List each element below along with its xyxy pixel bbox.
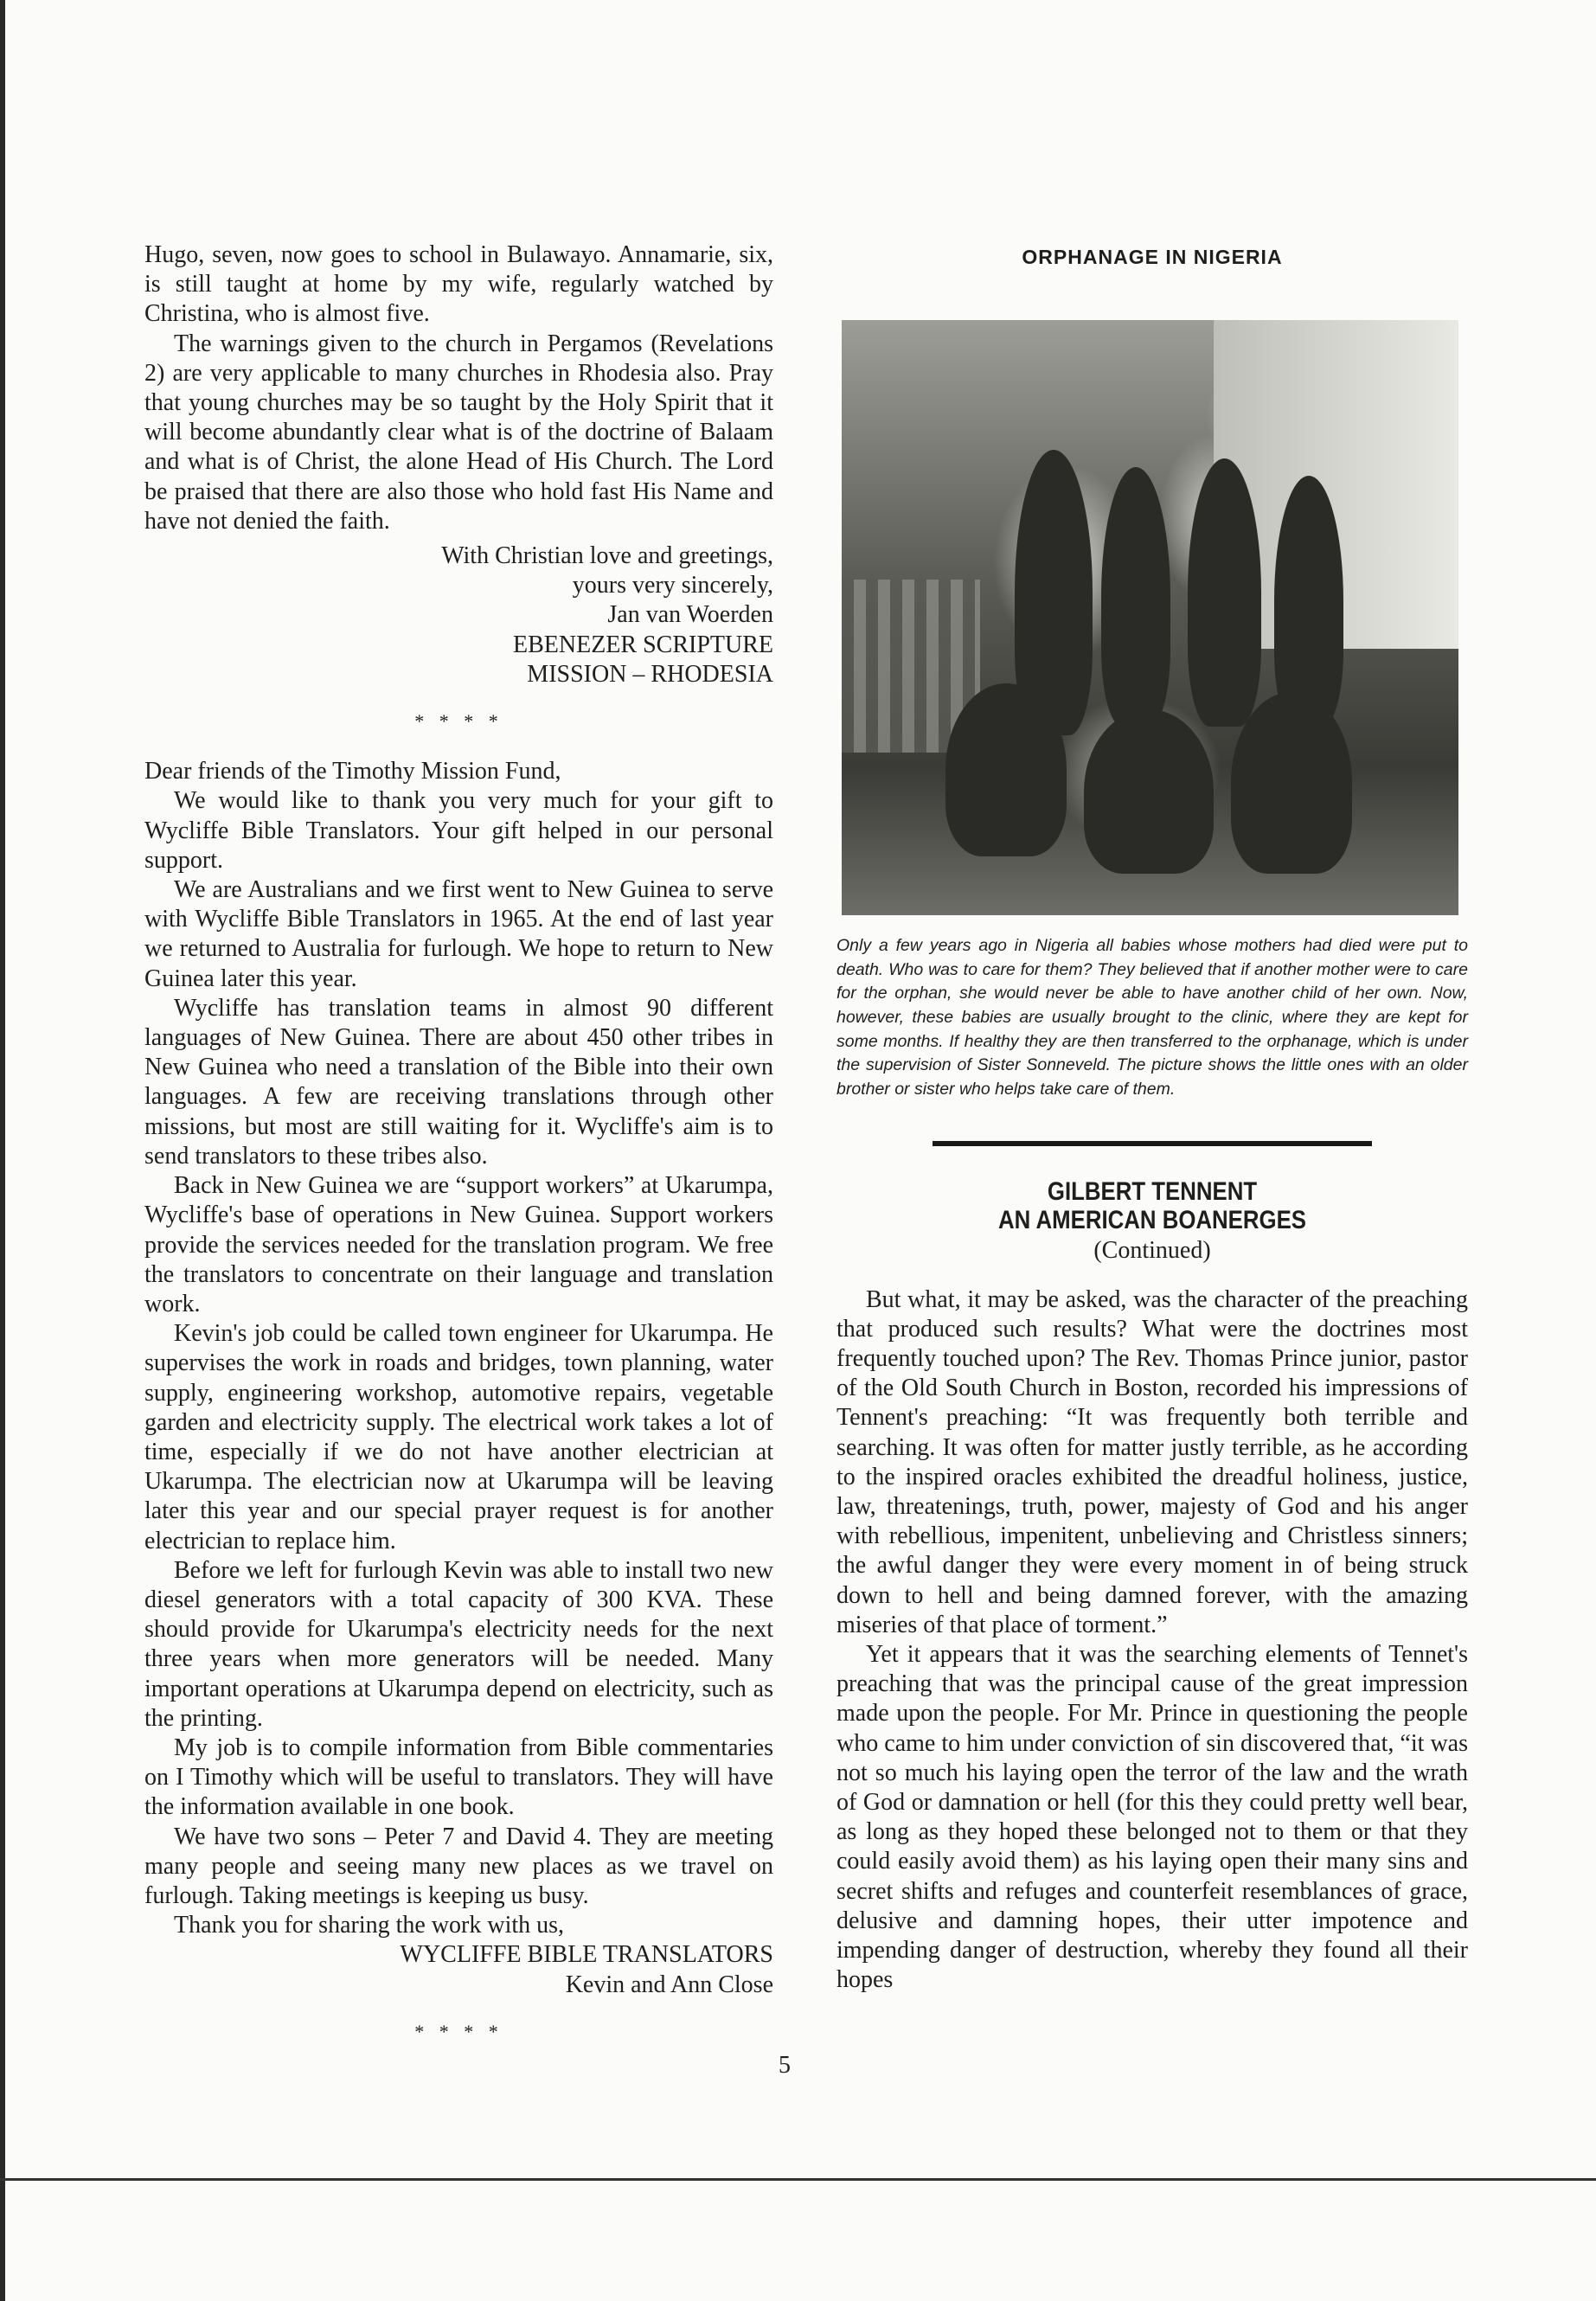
paragraph: Kevin's job could be called town engineer for Ukarumpa. He supervises the work in roads and bridges, town planning, water supply, engineering workshop, automotive repairs, vegetable garden and electricity supply. The electrical work takes a lot of time, especially if we do not have another electrician at Ukarumpa. The electrician now at Ukarumpa will be leaving later this year and our special prayer request is for another electrician to replace him. <box>144 1320 773 1554</box>
page-edge-bottom <box>0 2178 1596 2181</box>
paragraph: Thank you for sharing the work with us, <box>174 1912 565 1939</box>
paragraph: The warnings given to the church in Pergamos (Revelations 2) are very applicable to many churches in Rhodesia also. Pray that young churches may be so taught by the Holy Spirit that it will become abundantly clear what is of the doctrine of Balaam and what is of Christ, the alone Head of His Church. The Lord be praised that there are also those who hold fast His Name and have not denied the faith. <box>144 330 773 535</box>
paragraph: Before we left for furlough Kevin was able to install two new diesel generators with a total capacity of 300 KVA. These should provide for Ukarumpa's electricity needs for the next three years when more generators will be needed. Many important operations at Ukarumpa depend on electricity, such as the printing. <box>144 1556 773 1732</box>
photo-figure <box>1274 476 1343 727</box>
paragraph: We have two sons – Peter 7 and David 4. They are meeting many people and seeing many new places as we travel on furlough. Taking meetings is keeping us busy. <box>144 1823 773 1909</box>
photo-figure <box>1231 692 1352 874</box>
section-separator: * * * * <box>414 2020 503 2042</box>
orphanage-photo <box>842 320 1458 915</box>
section-separator: * * * * <box>414 710 503 733</box>
signature-line: Kevin and Ann Close <box>565 1971 773 1998</box>
photo-figure <box>945 683 1067 856</box>
horizontal-rule <box>933 1141 1372 1146</box>
paragraph: Back in New Guinea we are “support workers” at Ukarumpa, Wycliffe's base of operations in New Guinea. Support workers provide the services needed for the translation program. We free the translators to concentrate on their language and translation work. <box>144 1172 773 1317</box>
left-column <box>144 240 773 2067</box>
photo-figure <box>1188 458 1261 727</box>
orphanage-title: ORPHANAGE IN NIGERIA <box>1022 246 1283 268</box>
article-subtitle: (Continued) <box>1093 1237 1211 1265</box>
paragraph: Wycliffe has translation teams in almost 90 different languages of New Guinea. There are about 450 other tribes in New Guinea who need a translation of the Bible into their own languages. A few are receiving translations through other missions, but most are still waiting for it. Wycliffe's aim is to send translators to these tribes also. <box>144 994 773 1170</box>
salutation: Dear friends of the Timothy Mission Fund, <box>144 758 561 785</box>
signature-line: Jan van Woerden <box>607 601 773 629</box>
photo-caption: Only a few years ago in Nigeria all babies whose mothers had died were put to death. Who was to care for them? They believed that if another mother were to care for the orphan, she would never be able to have another child of her own. Now, however, these babies are usually brought to the clinic, where they are kept for some months. If healthy they are then transferred to the orphanage, which is under the supervision of Sister Sonneveld. The picture shows the little ones with an older brother or sister who helps take care of them. <box>836 936 1468 1099</box>
article-title: AN AMERICAN BOANERGES <box>998 1206 1306 1235</box>
article-title: GILBERT TENNENT <box>1047 1177 1258 1207</box>
right-column <box>836 240 1468 1995</box>
paragraph: My job is to compile information from Bible commentaries on I Timothy which will be useful to translators. They will have the information available in one book. <box>144 1734 773 1821</box>
photo-figure <box>1084 709 1214 874</box>
page-number: 5 <box>779 2052 791 2079</box>
signature-line: yours very sincerely, <box>572 572 773 599</box>
paragraph: We would like to thank you very much for your gift to Wycliffe Bible Translators. Your gift helped in our personal support. <box>144 787 773 874</box>
photo-figure <box>1101 467 1170 727</box>
paragraph: We are Australians and we first went to New Guinea to serve with Wycliffe Bible Translators in 1965. At the end of last year we returned to Australia for furlough. We hope to return to New Guinea later this year. <box>144 876 773 992</box>
paragraph: But what, it may be asked, was the character of the preaching that produced such results? What were the doctrines most frequently touched upon? The Rev. Thomas Prince junior, pastor of the Old South Church in Boston, recorded his impressions of Tennent's preaching: “It was frequently both terrible and searching. It was often for matter justly terrible, as he according to the inspired oracles exhibited the dreadful holiness, justice, law, threatenings, truth, power, majesty of God and his anger with rebellious, impenitent, unbelieving and Christless sinners; the awful danger they were every moment in of being struck down to hell and being damned forever, with the amazing miseries of that place of torment.” <box>836 1285 1468 1638</box>
signature-line: EBENEZER SCRIPTURE <box>512 631 773 658</box>
signature-line: MISSION – RHODESIA <box>527 660 773 688</box>
paragraph: Hugo, seven, now goes to school in Bulawayo. Annamarie, six, is still taught at home by my wife, regularly watched by Christina, who is almost five. <box>144 241 773 328</box>
signature-line: With Christian love and greetings, <box>441 542 773 570</box>
paragraph: Yet it appears that it was the searching elements of Tennet's preaching that was the principal cause of the great impression made upon the people. For Mr. Prince in questioning the people who came to him under conviction of sin discovered that, “it was not so much his laying open the terror of the law and the wrath of God or damnation or hell (for this they could pretty well bear, as long as they hoped these belonged not to them or that they could easily avoid them) as his laying open their many sins and secret shifts and refuges and counterfeit resemblances of grace, delusive and damning hopes, their utter impotence and impending danger of destruction, whereby they found all their hopes <box>836 1641 1468 1994</box>
page-edge-left <box>0 0 5 2301</box>
signature-line: WYCLIFFE BIBLE TRANSLATORS <box>400 1941 773 1969</box>
